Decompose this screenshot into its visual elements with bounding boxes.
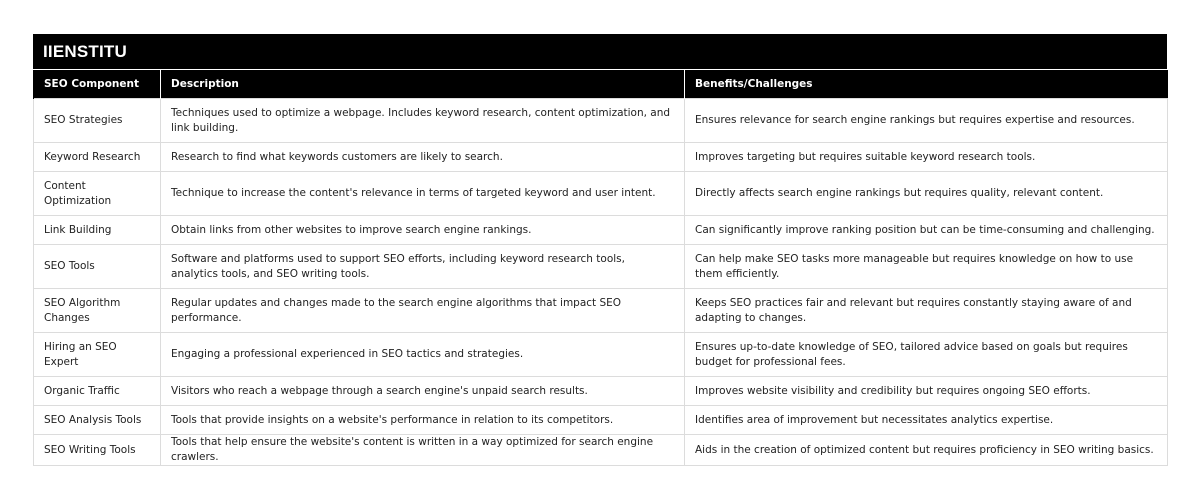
table-row	[34, 333, 1168, 377]
benefits-cell: Improves website visibility and credibility but requires ongoing SEO efforts.	[685, 377, 1168, 406]
benefits-cell: Can help make SEO tasks more manageable but requires knowledge on how to use them efficiently.	[685, 245, 1168, 289]
benefits-cell: Ensures relevance for search engine rankings but requires expertise and resources.	[685, 99, 1168, 143]
description-cell: Technique to increase the content's relevance in terms of targeted keyword and user intent.	[161, 172, 685, 216]
seo-components-table	[33, 69, 1168, 466]
table-row	[34, 172, 1168, 216]
component-cell: SEO Tools	[34, 245, 161, 289]
header-benefits-challenges: Benefits/Challenges	[685, 70, 1168, 99]
table-row	[34, 406, 1168, 435]
description-cell: Tools that help ensure the website's content is written in a way optimized for search engine crawlers.	[161, 435, 685, 466]
table-row	[34, 216, 1168, 245]
benefits-cell: Keeps SEO practices fair and relevant but requires constantly staying aware of and adapting to changes.	[685, 289, 1168, 333]
table-header-row	[34, 70, 1168, 99]
component-cell: Content Optimization	[34, 172, 161, 216]
description-cell: Tools that provide insights on a website's performance in relation to its competitors.	[161, 406, 685, 435]
description-cell: Research to find what keywords customers are likely to search.	[161, 143, 685, 172]
benefits-cell: Aids in the creation of optimized content but requires proficiency in SEO writing basics.	[685, 435, 1168, 466]
description-cell: Software and platforms used to support SEO efforts, including keyword research tools, analytics tools, and SEO writing tools.	[161, 245, 685, 289]
description-cell: Regular updates and changes made to the search engine algorithms that impact SEO performance.	[161, 289, 685, 333]
table-row	[34, 435, 1168, 466]
component-cell: SEO Strategies	[34, 99, 161, 143]
description-cell: Techniques used to optimize a webpage. Includes keyword research, content optimization, and link building.	[161, 99, 685, 143]
benefits-cell: Ensures up-to-date knowledge of SEO, tailored advice based on goals but requires budget for professional fees.	[685, 333, 1168, 377]
seo-table-card	[33, 34, 1167, 466]
table-row	[34, 377, 1168, 406]
benefits-cell: Identifies area of improvement but necessitates analytics expertise.	[685, 406, 1168, 435]
header-seo-component: SEO Component	[34, 70, 161, 99]
brand-title: IIENSTITU	[33, 34, 1167, 69]
description-cell: Obtain links from other websites to improve search engine rankings.	[161, 216, 685, 245]
component-cell: Hiring an SEO Expert	[34, 333, 161, 377]
table-row	[34, 245, 1168, 289]
component-cell: Organic Traffic	[34, 377, 161, 406]
table-row	[34, 99, 1168, 143]
component-cell: Keyword Research	[34, 143, 161, 172]
benefits-cell: Can significantly improve ranking position but can be time-consuming and challenging.	[685, 216, 1168, 245]
table-row	[34, 143, 1168, 172]
benefits-cell: Directly affects search engine rankings but requires quality, relevant content.	[685, 172, 1168, 216]
component-cell: Link Building	[34, 216, 161, 245]
table-row	[34, 289, 1168, 333]
benefits-cell: Improves targeting but requires suitable keyword research tools.	[685, 143, 1168, 172]
component-cell: SEO Writing Tools	[34, 435, 161, 466]
component-cell: SEO Algorithm Changes	[34, 289, 161, 333]
description-cell: Engaging a professional experienced in SEO tactics and strategies.	[161, 333, 685, 377]
description-cell: Visitors who reach a webpage through a search engine's unpaid search results.	[161, 377, 685, 406]
header-description: Description	[161, 70, 685, 99]
component-cell: SEO Analysis Tools	[34, 406, 161, 435]
